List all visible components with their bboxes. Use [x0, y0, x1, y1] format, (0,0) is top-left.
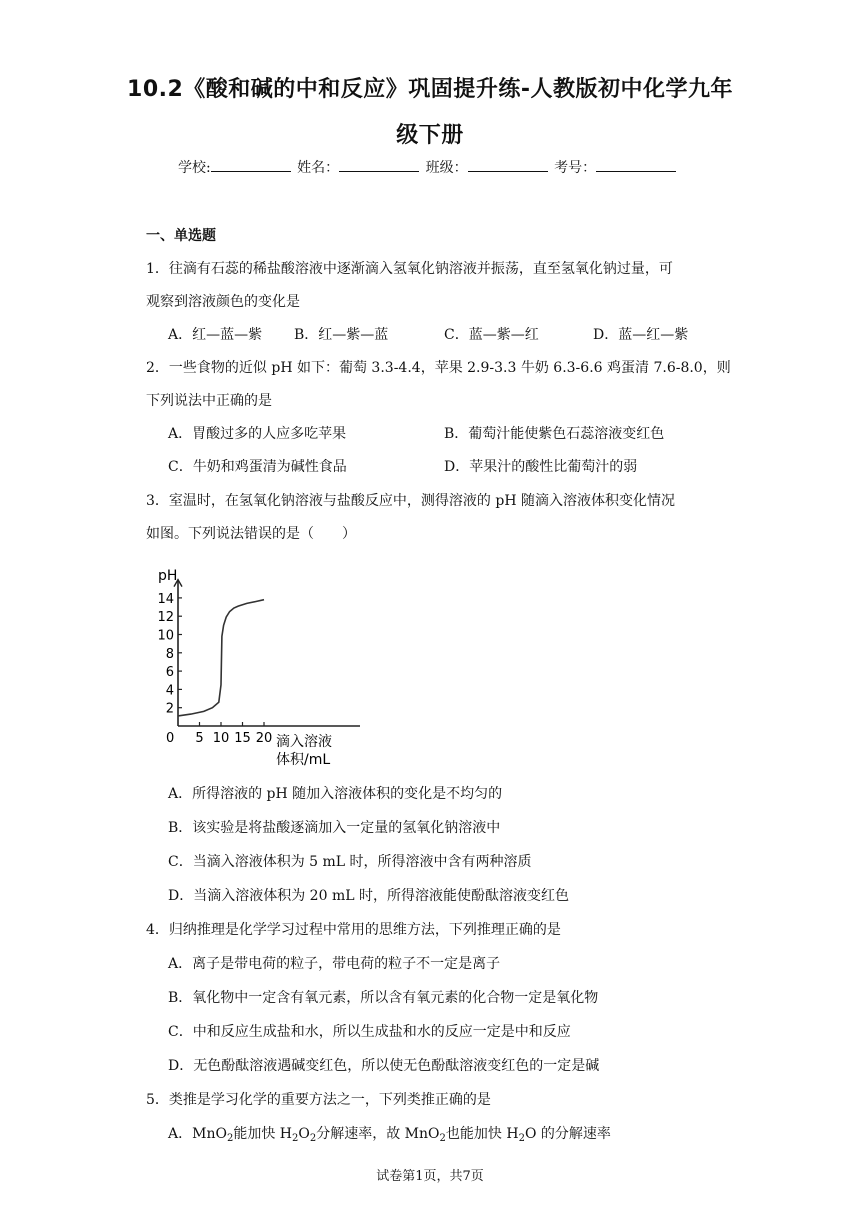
q2-option-a: A．胃酸过多的人应多吃苹果 [168, 426, 347, 442]
subscript: 2 [292, 1133, 299, 1144]
x-axis-label-line-1: 滴入溶液 [276, 734, 332, 750]
q5-a-text: 分解速率，故 MnO [316, 1126, 440, 1142]
q4-option-c: C．中和反应生成盐和水，所以生成盐和水的反应一定是中和反应 [168, 1024, 571, 1040]
subscript: 2 [226, 1133, 234, 1144]
q4-stem: 4．归纳推理是化学学习过程中常用的思维方法，下列推理正确的是 [146, 922, 561, 938]
q1-stem-line-2: 观察到溶液颜色的变化是 [146, 294, 300, 310]
subscript: 2 [518, 1133, 525, 1144]
q5-a-text: 也能加快 H [445, 1126, 519, 1142]
q2-option-c: C．牛奶和鸡蛋清为碱性食品 [168, 459, 347, 475]
q3-option-c: C．当滴入溶液体积为 5 mL 时，所得溶液中含有两种溶质 [168, 854, 532, 870]
subscript: 2 [309, 1133, 317, 1144]
q5-option-a [168, 1123, 611, 1144]
q1-option-b: B．红—紫—蓝 [294, 327, 389, 343]
q1-option-d: D．蓝—红—紫 [593, 327, 689, 343]
ph-titration-chart [150, 560, 360, 770]
x-tick-label: 10 [212, 731, 230, 746]
exam-title-line-2: 级下册 [396, 123, 464, 148]
exam-number-label: 考号： [554, 160, 597, 176]
q2-option-b: B．葡萄汁能使紫色石蕊溶液变红色 [444, 426, 665, 442]
q1-option-c: C．蓝—紫—红 [444, 327, 539, 343]
x-tick-label: 5 [195, 731, 204, 746]
y-tick-label: 4 [165, 683, 174, 699]
x-tick-label: 15 [234, 731, 251, 746]
class-label: 班级： [425, 160, 468, 176]
q3-option-d: D．当滴入溶液体积为 20 mL 时，所得溶液能使酚酞溶液变红色 [168, 888, 569, 904]
name-label: 姓名： [297, 160, 340, 176]
y-tick-label: 10 [157, 628, 174, 644]
q3-option-a: A．所得溶液的 pH 随加入溶液体积的变化是不均匀的 [168, 786, 503, 802]
ph-curve [178, 600, 264, 716]
q1-stem-line-1: 1．往滴有石蕊的稀盐酸溶液中逐渐滴入氢氧化钠溶液并振荡，直至氢氧化钠过量，可 [146, 261, 673, 277]
y-tick-label: 8 [165, 646, 174, 662]
q3-option-b: B．该实验是将盐酸逐滴加入一定量的氢氧化钠溶液中 [168, 820, 501, 836]
q4-option-a: A．离子是带电荷的粒子，带电荷的粒子不一定是离子 [168, 956, 501, 972]
exam-title-line-1: 10.2《酸和碱的中和反应》巩固提升练-人教版初中化学九年 [127, 77, 733, 102]
q5-stem: 5．类推是学习化学的重要方法之一，下列类推正确的是 [146, 1092, 491, 1108]
student-info-line [178, 157, 678, 177]
q5-a-text: O 的分解速率 [524, 1126, 611, 1142]
y-tick-label: 2 [165, 701, 174, 717]
q5-a-text: A．MnO [168, 1126, 227, 1142]
exam-number-blank [596, 159, 676, 172]
y-tick-label: 6 [165, 665, 174, 681]
class-blank [468, 159, 548, 172]
q4-option-b: B．氧化物中一定含有氧元素，所以含有氧元素的化合物一定是氧化物 [168, 990, 599, 1006]
y-tick-label: 14 [157, 591, 174, 607]
x-tick-label: 20 [255, 731, 273, 746]
y-axis-label: pH [158, 568, 178, 584]
q3-stem-line-2: 如图。下列说法错误的是（ ） [146, 526, 356, 542]
q5-a-text: 能加快 H [233, 1126, 292, 1142]
y-tick-label: 12 [157, 610, 174, 626]
school-blank [211, 159, 291, 172]
q5-a-text: O [298, 1126, 310, 1142]
q2-stem-line-2: 下列说法中正确的是 [146, 393, 272, 409]
origin-label: 0 [166, 731, 175, 746]
page-footer: 试卷第1页，共7页 [376, 1169, 484, 1184]
x-axis-label-line-2: 体积/mL [276, 752, 331, 768]
name-blank [339, 159, 419, 172]
subscript: 2 [439, 1133, 446, 1144]
school-label: 学校: [178, 160, 211, 176]
q1-option-a: A．红—蓝—紫 [168, 327, 263, 343]
q2-option-d: D．苹果汁的酸性比葡萄汁的弱 [444, 459, 638, 475]
q2-stem-line-1: 2．一些食物的近似 pH 如下：葡萄 3.3-4.4，苹果 2.9-3.3 牛奶 6.3-6.6 鸡蛋清 7.6-8.0，则 [146, 360, 731, 376]
q3-stem-line-1: 3．室温时，在氢氧化钠溶液与盐酸反应中，测得溶液的 pH 随滴入溶液体积变化情况 [146, 493, 675, 509]
q4-option-d: D．无色酚酞溶液遇碱变红色，所以使无色酚酞溶液变红色的一定是碱 [168, 1058, 600, 1074]
section-title: 一、单选题 [146, 228, 216, 244]
